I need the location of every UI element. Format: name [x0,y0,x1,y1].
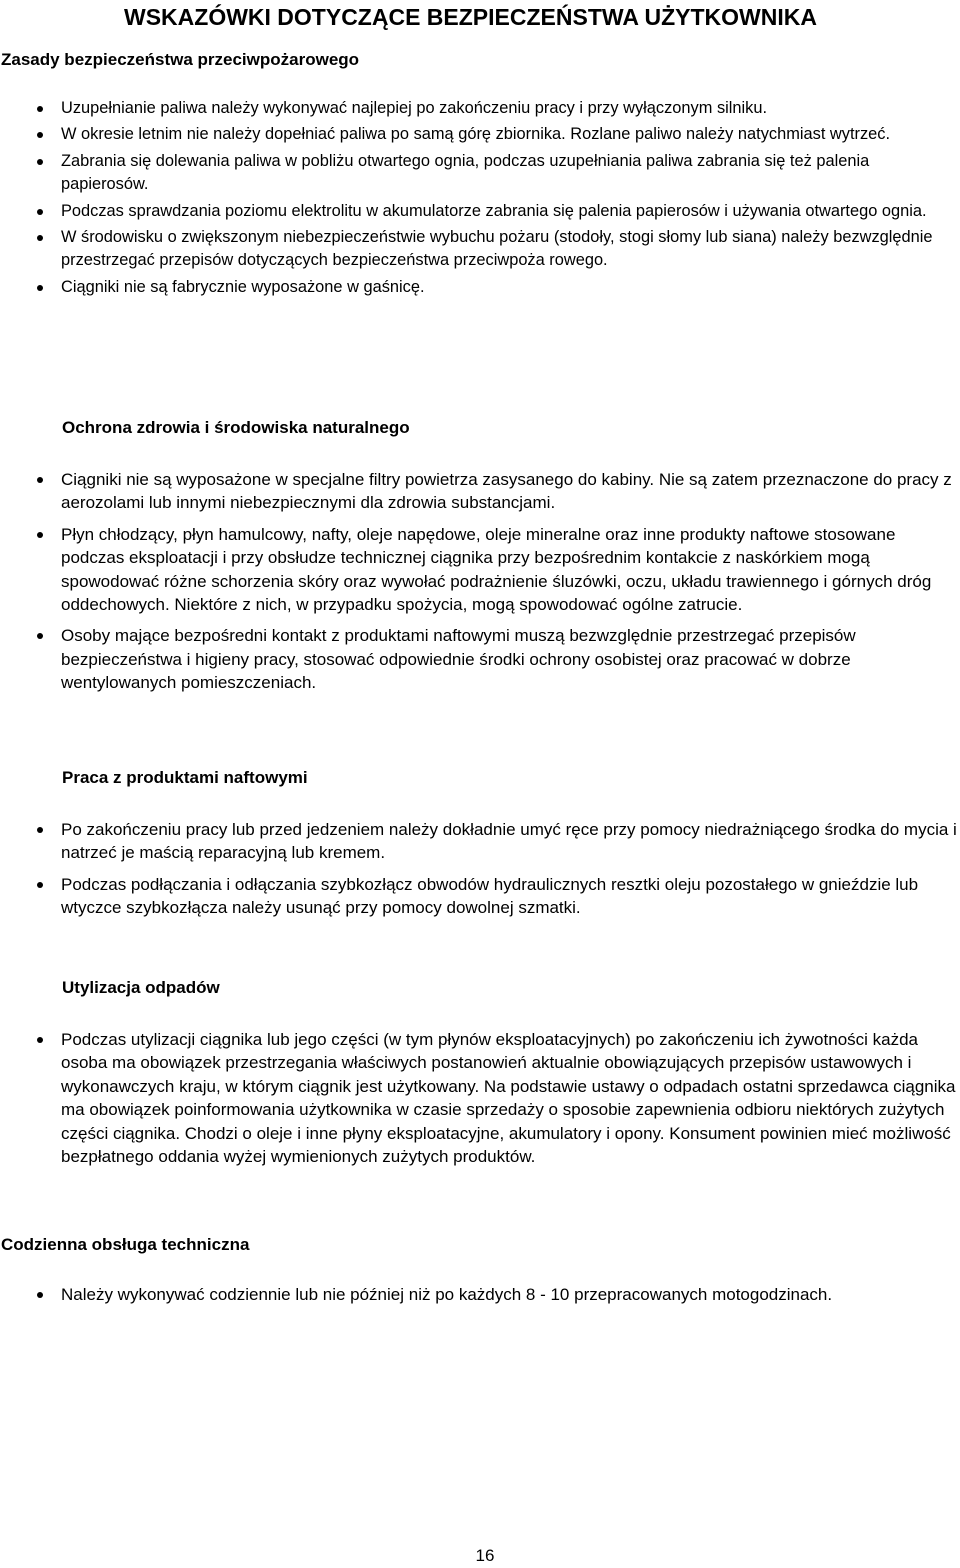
bullet-icon [37,827,43,833]
list-item: Ciągniki nie są fabrycznie wyposażone w gaśnicę. [0,276,960,299]
list-item: Zabrania się dolewania paliwa w pobliżu otwartego ognia, podczas uzupełniania paliwa zabrania się też palenia papierosów. [0,150,960,197]
bullet-icon [37,1037,43,1043]
health-environment-list [0,468,960,703]
fire-safety-list [0,97,960,302]
list-item: Po zakończeniu pracy lub przed jedzeniem należy dokładnie umyć ręce przy pomocy niedrażniącego środka do mycia i natrzeć je maścią reparacyjną lub kremem. [0,818,960,865]
list-item: Uzupełnianie paliwa należy wykonywać najlepiej po zakończeniu pracy i przy wyłączonym silniku. [0,97,960,120]
bullet-icon [37,633,43,639]
bullet-icon [37,106,43,112]
list-item: W środowisku o zwiększonym niebezpieczeństwie wybuchu pożaru (stodoły, stogi słomy lub siana) należy bezwzględnie przestrzegać przepisów dotyczących bezpieczeństwa przeciwpoża rowego. [0,226,960,273]
section-heading-waste-disposal: Utylizacja odpadów [62,978,220,997]
list-item: Podczas podłączania i odłączania szybkozłącz obwodów hydraulicznych resztki oleju pozostałego w gnieździe lub wtyczce szybkozłącza należy usunąć przy pomocy dowolnej szmatki. [0,873,960,920]
bullet-icon [37,235,43,241]
bullet-icon [37,882,43,888]
bullet-icon [37,532,43,538]
section-heading-petroleum-products: Praca z produktami naftowymi [62,768,308,787]
petroleum-products-list [0,818,960,928]
list-item: Podczas utylizacji ciągnika lub jego części (w tym płynów eksploatacyjnych) po zakończeniu ich żywotności każda osoba ma obowiązek przestrzegania właściwych postanowień aktualnie obowiązujących przepisów ustawowych i wykonawczych kraju, w którym ciągnik jest użytkowany. Na podstawie ustawy o odpadach ostatni sprzedawca ciągnika ma obowiązek poinformowania użytkownika w czasie sprzedaży o sposobie zapewnienia odbioru niektórych zużytych części ciągnika. Chodzi o oleje i inne płyny eksploatacyjne, akumulatory i opony. Konsument powinien mieć możliwość bezpłatnego oddania wyżej wymienionych zużytych produktów. [0,1028,960,1168]
daily-maintenance-list [0,1283,960,1314]
section-heading-fire-safety: Zasady bezpieczeństwa przeciwpożarowego [1,50,360,69]
section-heading-health-environment: Ochrona zdrowia i środowiska naturalnego [62,418,410,437]
page-title: WSKAZÓWKI DOTYCZĄCE BEZPIECZEŃSTWA UŻYTKOWNIKA [124,4,817,30]
bullet-icon [37,209,43,215]
section-heading-daily-maintenance: Codzienna obsługa techniczna [1,1235,250,1254]
bullet-icon [37,285,43,291]
list-item: Należy wykonywać codziennie lub nie później niż po każdych 8 - 10 przepracowanych motogodzinach. [0,1283,960,1306]
list-item: Płyn chłodzący, płyn hamulcowy, nafty, oleje napędowe, oleje mineralne oraz inne produkty naftowe stosowane podczas eksploatacji i przy obsłudze technicznej ciągnika przy bezpośrednim kontakcie z naskórkiem mogą spowodować różne schorzenia skóry oraz wywołać podrażnienie śluzówki, oczu, układu trawiennego i górnych dróg oddechowych. Niektóre z nich, w przypadku spożycia, mogą spowodować ogólne zatrucie. [0,523,960,617]
list-item: Podczas sprawdzania poziomu elektrolitu w akumulatorze zabrania się palenia papierosów i używania otwartego ognia. [0,200,960,223]
bullet-icon [37,159,43,165]
bullet-icon [37,477,43,483]
bullet-icon [37,132,43,138]
list-item: Ciągniki nie są wyposażone w specjalne filtry powietrza zasysanego do kabiny. Nie są zatem przeznaczone do pracy z aerozolami lub innymi niebezpiecznymi dla zdrowia substancjami. [0,468,960,515]
waste-disposal-list [0,1028,960,1176]
bullet-icon [37,1292,43,1298]
page-number: 16 [475,1546,495,1565]
list-item: W okresie letnim nie należy dopełniać paliwa po samą górę zbiornika. Rozlane paliwo należy natychmiast wytrzeć. [0,123,960,146]
list-item: Osoby mające bezpośredni kontakt z produktami naftowymi muszą bezwzględnie przestrzegać przepisów bezpieczeństwa i higieny pracy, stosować odpowiednie środki ochrony osobistej oraz pracować w dobrze wentylowanych pomieszczeniach. [0,624,960,694]
